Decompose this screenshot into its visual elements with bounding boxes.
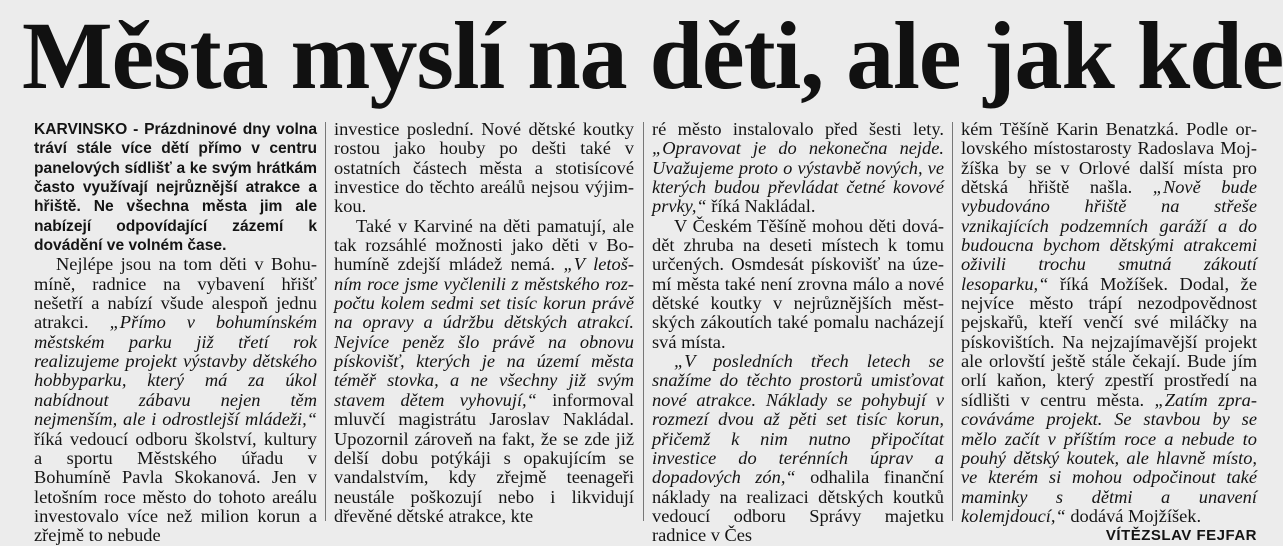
column-3: [652, 119, 944, 546]
paragraph-4: [652, 352, 944, 545]
headline: Města myslí na děti, ale jak kde: [22, 2, 1283, 109]
paragraph-2: [334, 217, 634, 527]
quote: „Opravovat je do nekonečna nejde. Uvažujeme proto o výstavbě nových, ve kterých budou převládat četné kovové prvky,“: [652, 138, 944, 217]
text-run: Také v Karviné na děti pamatují, ale tak rozsáhlé možnosti jako děti v Bohumíně zdejší mládež nemá.: [334, 215, 634, 275]
text-run: říká Nakládal.: [706, 196, 816, 217]
text-run: dodává Mojžíšek.: [1065, 505, 1202, 526]
column-rule: [643, 122, 644, 521]
paragraph-3: V Českém Těšíně mohou děti dovádět zhruba na deseti místech k tomu určených. Osmdesát pískovišť na území města také není zrovna málo a nové dětské koutky v nejrůznějších městských zákoutích také pomalu nacházejí svá místa.: [652, 215, 944, 352]
text-run: ré město instalovalo před šesti lety.: [652, 119, 944, 139]
text-run: informoval mluvčí magistrátu Jaroslav Nakládal. Upozornil zároveň na fakt, že se zde již delší dobu potýkáji s opakujícím se vandalstvím, kdy zřejmě teenageři neustále poškozují nebo i likvidují dřevěné dětské atrakce, kte: [334, 389, 634, 526]
lead-paragraph: KARVINSKO - Prázdninové dny volna tráví stále více dětí přímo v centru panelových sídlišť a ke svým hrátkám často využívají nejrůznější atrakce a hřiště. Ne všechna města jim ale nabízejí odpovídající zázemí k dovádění ve volném čase.: [34, 121, 317, 255]
text-run: Nejlépe jsou na tom děti v Bohumíně, radnice na vybavení hřišť nešetří a nabízí všude alespoň jednu atrakci.: [34, 254, 317, 333]
quote: „Nově bude vybudováno hřiště na střeše vznikajících podzemních garáží a do budoucna bychom dětskými atrakcemi oživili trochu smutná zákoutí lesoparku,“: [961, 177, 1257, 294]
text-run: říká Možíšek. Dodal, že nejvíce město trápí nezodpovědnost pejskařů, kteří venčí své miláčky na pískovištích. Na nejzajímavější projekt ale orlovští ještě stále čekají. Bude jím orlí kaňon, který zpestří prostředí na sídlišti v centru města.: [961, 273, 1257, 410]
text-run: odhalila finanční náklady na realizaci dětských koutků vedoucí odboru Správy majetku radnice v Čes: [652, 467, 944, 546]
quote: „Přímo v bohumínském městském parku již třetí rok realizujeme projekt výstavby dětského hobbyparku, který má za úkol nabídnout zábavu nejen těm nejmenším, ale i odrostlejší mládeži,“: [34, 312, 317, 430]
text-run: říká vedoucí odboru školství, kultury a sportu Městského úřadu v Bohumíně Pavla Skokanová. Jen v letošním roce město do tohoto areálu investovalo více než milion korun a zřejmě to nebude: [34, 428, 317, 546]
paragraph-1: [34, 255, 317, 545]
quote: „Zatím zpracováváme projekt. Se stavbou by se mělo začít v příštím roce a nebude to pouhý dětský koutek, ale hlavně místo, ve kterém si mohou odpočinout také maminky s dětmi a unavení kolemjdoucí,“: [961, 389, 1257, 526]
column-2: [334, 119, 634, 526]
column-rule: [325, 122, 326, 521]
column-1: [34, 120, 317, 546]
column-4: [961, 119, 1257, 545]
quote: „V posledních třech letech se snažíme do těchto prostorů umisťovat nové atrakce. Náklady se pohybují v rozmezí dvou až pěti set tisíc korun, přičemž k nim nutno připočítat investice do terénních úprav a dopadových zón,“: [652, 351, 944, 488]
text-run: kém Těšíně Karin Benatzká. Podle orlovského místostarosty Radoslava Mojžíška by se v Orlové další místa pro dětská hřiště našla.: [961, 119, 1257, 198]
quote: „V letošním roce jsme vyčlenili z městského rozpočtu kolem sedmi set tisíc korun právě na opravy a údržbu dětských atrakcí. Nejvíce peněz šlo právě na obnovu pískovišť, kterých je na území města téměř stovka, a ne všechny již svým stavem dětem vyhovují,“: [334, 254, 634, 410]
column-rule: [952, 122, 953, 521]
paragraph-2-continued: [652, 120, 944, 217]
paragraph-1-continued: investice poslední. Nové dětské koutky rostou jako houby po dešti také v ostatních částech města a stotisícové investice do těchto areálů nejsou výjimkou.: [334, 119, 634, 217]
paragraph-4-continued: [961, 119, 1257, 545]
byline: VÍTĚZSLAV FEJFAR: [1105, 527, 1257, 545]
